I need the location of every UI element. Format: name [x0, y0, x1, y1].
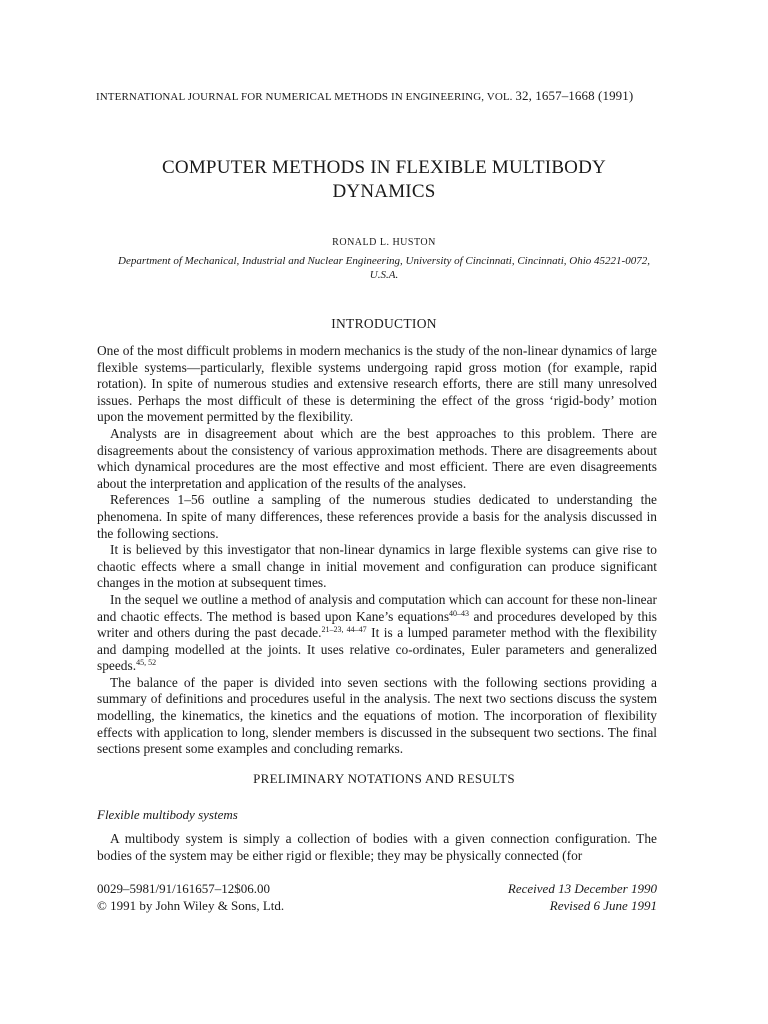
citation-superscript: 21–23, 44–47	[321, 625, 367, 635]
paragraph: It is believed by this investigator that non-linear dynamics in large flexible systems can give rise to chaotic effects where a small change in initial movement and configuration can produce significant changes in the motion at subsequent times.	[97, 542, 657, 591]
revised-date: Revised 6 June 1991	[549, 898, 657, 913]
footer-publication-info	[97, 880, 397, 914]
paragraph-text: It is a lumped parameter method with the flexibility and damping modelled at the joints. It uses relative co-ordinates, Euler parameters and generalized speeds.	[97, 625, 658, 674]
paragraph: A multibody system is simply a collection of bodies with a given connection configuration. The bodies of the system may be either rigid or flexible; they may be physically connected (for	[97, 831, 657, 863]
citation-superscript: 40–43	[449, 608, 470, 618]
citation-superscript: 45, 52	[136, 658, 157, 668]
publication-code: 0029–5981/91/161657–12$06.00	[97, 881, 270, 896]
introduction-body	[97, 343, 657, 758]
preliminary-body	[97, 831, 657, 864]
paragraph: One of the most difficult problems in modern mechanics is the study of the non-linear dynamics of large flexible systems—particularly, flexible systems undergoing rapid gross motion (for example, rapid rotation). In spite of numerous studies and extensive research efforts, there are still many unresolved issues. Perhaps the most difficult of these is determining the effect of the gross ‘rigid-body’ motion upon the movement permitted by the flexibility.	[97, 343, 657, 425]
paragraph: References 1–56 outline a sampling of the numerous studies dedicated to understanding the phenomena. In spite of many differences, these references provide a basis for the analysis discussed in the following sections.	[97, 492, 657, 541]
journal-name: INTERNATIONAL JOURNAL FOR NUMERICAL METHODS IN ENGINEERING, VOL.	[96, 91, 513, 103]
copyright-notice: © 1991 by John Wiley & Sons, Ltd.	[97, 898, 285, 913]
title-line-1: COMPUTER METHODS IN FLEXIBLE MULTIBODY	[162, 157, 606, 178]
section-heading-introduction: INTRODUCTION	[331, 316, 437, 331]
paragraph: Analysts are in disagreement about which are the best approaches to this problem. There are disagreements about the consistency of various approximation methods. There are disagreements about which dynamical procedures are the most effective and most efficient. There are even disagreements about the interpretation and application of the results of the analyses.	[97, 425, 657, 491]
subsection-heading: Flexible multibody systems	[97, 807, 238, 822]
volume-info: 32, 1657–1668 (1991)	[515, 88, 634, 103]
received-date: Received 13 December 1990	[507, 881, 657, 896]
section-heading-preliminary: PRELIMINARY NOTATIONS AND RESULTS	[253, 771, 515, 786]
affiliation-line-1: Department of Mechanical, Industrial and Nuclear Engineering, University of Cincinnati, Cincinnati, Ohio 45221-0072,	[118, 255, 650, 267]
title-line-2: DYNAMICS	[332, 181, 436, 202]
affiliation-line-2: U.S.A.	[369, 269, 399, 281]
footer-dates	[400, 880, 657, 914]
author-name: RONALD L. HUSTON	[332, 237, 436, 248]
paragraph	[97, 592, 657, 675]
journal-header	[96, 88, 696, 104]
paragraph-text: and procedures developed by this writer and others during the past decade.	[97, 608, 658, 641]
paragraph: The balance of the paper is divided into seven sections with the following sections providing a summary of definitions and procedures useful in the analysis. The next two sections discuss the system modelling, the kinematics, the kinetics and the equations of motion. The incorporation of flexibility effects with application to long, slender members is discussed in the subsequent two sections. The final sections present some examples and concluding remarks.	[97, 674, 657, 757]
paragraph-text: In the sequel we outline a method of analysis and computation which can account for these non-linear and chaotic effects. The method is based upon Kane’s equations	[97, 591, 657, 624]
affiliation	[96, 254, 672, 282]
article-title	[96, 156, 672, 204]
